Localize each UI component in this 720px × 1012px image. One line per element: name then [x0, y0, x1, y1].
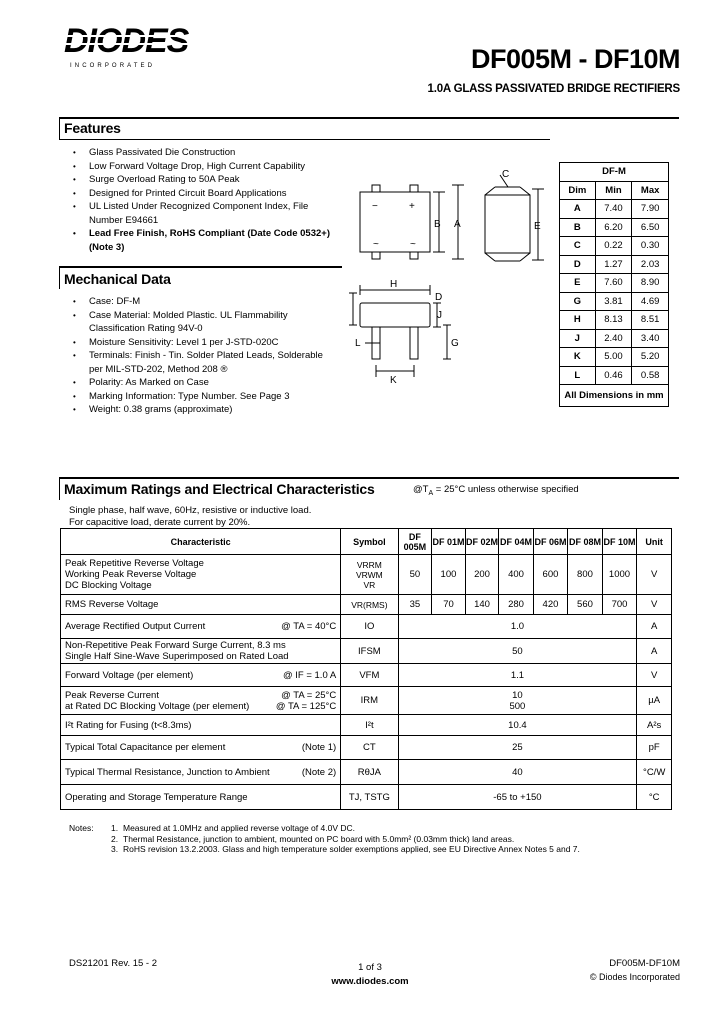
ac-tilde: ~ [373, 239, 379, 250]
table-row: D 1.27 2.03 [560, 255, 669, 274]
table-row: Typical Thermal Resistance, Junction to Ambient (Note 2) RθJA 40 °C/W [61, 760, 672, 785]
footer-doc-number: DS21201 Rev. 15 - 2 [69, 958, 158, 969]
ratings-condition: $@T_A = 25^\circ C$ unless otherwise specified [413, 484, 579, 497]
table-row: E 7.60 8.90 [560, 274, 669, 293]
mechanical-item: • Marking Information: Type Number. See Page 3 [89, 390, 329, 404]
mechanical-item: • Moisture Sensitivity: Level 1 per J-STD-020C [89, 336, 329, 350]
table-row: L 0.46 0.58 [560, 366, 669, 385]
col-part: DF 08M [568, 529, 602, 555]
lead-tab [410, 252, 418, 259]
table-row: Forward Voltage (per element) @ IF = 1.0 A VFM 1.1 V [61, 664, 672, 687]
table-row: Non-Repetitive Peak Forward Surge Current, 8.3 ms Single Half Sine-Wave Superimposed on Rated Load IFSM 50 A [61, 639, 672, 664]
dim-col-head: Max [632, 181, 669, 200]
polarity-plus: + [409, 201, 415, 212]
front-lead [410, 327, 418, 359]
dim-label-g: G [451, 338, 459, 349]
col-part: DF 10M [602, 529, 637, 555]
dim-col-head: Min [595, 181, 632, 200]
package-outline-diagram [345, 165, 555, 385]
feature-item: • Glass Passivated Die Construction [89, 146, 359, 160]
feature-item: • Designed for Printed Circuit Board Applications [89, 187, 359, 201]
mechanical-item: • Terminals: Finish - Tin. Solder Plated Leads, Solderable per MIL-STD-202, Method 208 ® [89, 349, 329, 376]
col-part: DF 02M [465, 529, 499, 555]
col-part: DF 06M [533, 529, 567, 555]
dim-label-b: B [434, 219, 441, 230]
table-row: I²t Rating for Fusing (t<8.3ms) I²t 10.4 A²s [61, 715, 672, 736]
ratings-table [60, 528, 672, 810]
col-part: DF 01M [432, 529, 466, 555]
dim-label-c: C [502, 169, 510, 180]
logo-subtext: INCORPORATED [70, 63, 156, 69]
lead-tab [372, 185, 380, 192]
dim-label-h: H [390, 279, 398, 290]
table-row: Peak Reverse Current @ TA = 25°C at Rated DC Blocking Voltage (per element) @ TA = 125°C IRM 10 500 µA [61, 687, 672, 715]
dim-table-package: DF-M [560, 163, 669, 182]
col-symbol: Symbol [341, 529, 398, 555]
table-row: K 5.00 5.20 [560, 348, 669, 367]
page-title: DF005M - DF10M [470, 44, 680, 74]
table-row: RMS Reverse Voltage VR(RMS) 35 70 140 280 420 560 700 V [61, 595, 672, 615]
diodes-logo [64, 22, 220, 70]
dimensions-table [559, 162, 669, 407]
top-view-body [360, 192, 430, 252]
ratings-heading: Maximum Ratings and Electrical Characteristics [64, 481, 375, 497]
dim-label-a: A [454, 219, 461, 230]
col-part: DF 005M [398, 529, 432, 555]
mechanical-item: • Weight: 0.38 grams (approximate) [89, 403, 329, 417]
ratings-rule [59, 477, 679, 479]
ac-tilde: ~ [410, 239, 416, 250]
dim-table-footer: All Dimensions in mm [560, 385, 669, 407]
feature-item: • Low Forward Voltage Drop, High Current Capability [89, 160, 359, 174]
dim-label-j: J [437, 310, 442, 321]
front-view-body [360, 303, 430, 327]
table-row: C 0.22 0.30 [560, 237, 669, 256]
mechanical-item: • Case Material: Molded Plastic. UL Flammability Classification Rating 94V-0 [89, 309, 329, 336]
table-row: J 2.40 3.40 [560, 329, 669, 348]
table-row: G 3.81 4.69 [560, 292, 669, 311]
table-row: Operating and Storage Temperature Range TJ, TSTG -65 to +150 °C [61, 785, 672, 810]
notes-label: Notes: [69, 823, 94, 833]
dim-col-head: Dim [560, 181, 596, 200]
dim-label-e: E [534, 221, 541, 232]
feature-item: • Lead Free Finish, RoHS Compliant (Date Code 0532+) (Note 3) [89, 227, 349, 254]
table-row: Typical Total Capacitance per element (Note 1) CT 25 pF [61, 736, 672, 760]
features-list [89, 146, 359, 254]
col-unit: Unit [637, 529, 672, 555]
polarity-minus: − [372, 201, 378, 212]
ratings-intro: Single phase, half wave, 60Hz, resistive or inductive load. For capacitive load, derate current by 20%. [69, 505, 312, 528]
side-view-body [485, 195, 530, 253]
mechanical-item: • Case: DF-M [89, 295, 329, 309]
mechanical-heading: Mechanical Data [64, 271, 171, 287]
footer-page: 1 of 3 [358, 962, 382, 973]
dim-label-d: D [435, 292, 443, 303]
lead-tab [372, 252, 380, 259]
features-heading: Features [64, 120, 121, 136]
page-subtitle: 1.0A GLASS PASSIVATED BRIDGE RECTIFIERS [427, 83, 680, 95]
table-row: Average Rectified Output Current @ TA = 40°C IO 1.0 A [61, 615, 672, 639]
footer-part: DF005M-DF10M [609, 958, 680, 969]
feature-item: • Surge Overload Rating to 50A Peak [89, 173, 359, 187]
dim-label-k: K [390, 375, 397, 385]
col-part: DF 04M [499, 529, 533, 555]
dim-label-l: L [355, 338, 361, 349]
mechanical-item: • Polarity: As Marked on Case [89, 376, 329, 390]
mechanical-rule [59, 266, 342, 268]
table-row: H 8.13 8.51 [560, 311, 669, 330]
features-rule [59, 117, 679, 119]
table-row: B 6.20 6.50 [560, 218, 669, 237]
footer-copyright: © Diodes Incorporated [589, 972, 680, 982]
mechanical-list [89, 295, 329, 417]
features-header-box [59, 117, 550, 140]
lead-tab [410, 185, 418, 192]
logo-text: DIODES [64, 22, 189, 60]
col-characteristic: Characteristic [61, 529, 341, 555]
table-row: A 7.40 7.90 [560, 200, 669, 219]
feature-item: • UL Listed Under Recognized Component Index, File Number E94661 [89, 200, 329, 227]
table-row: Peak Repetitive Reverse Voltage Working Peak Reverse Voltage DC Blocking Voltage VRRM VRWM VR 50 100 200 400 600 800 1000 V [61, 555, 672, 595]
footer-url[interactable]: www.diodes.com [331, 976, 409, 987]
